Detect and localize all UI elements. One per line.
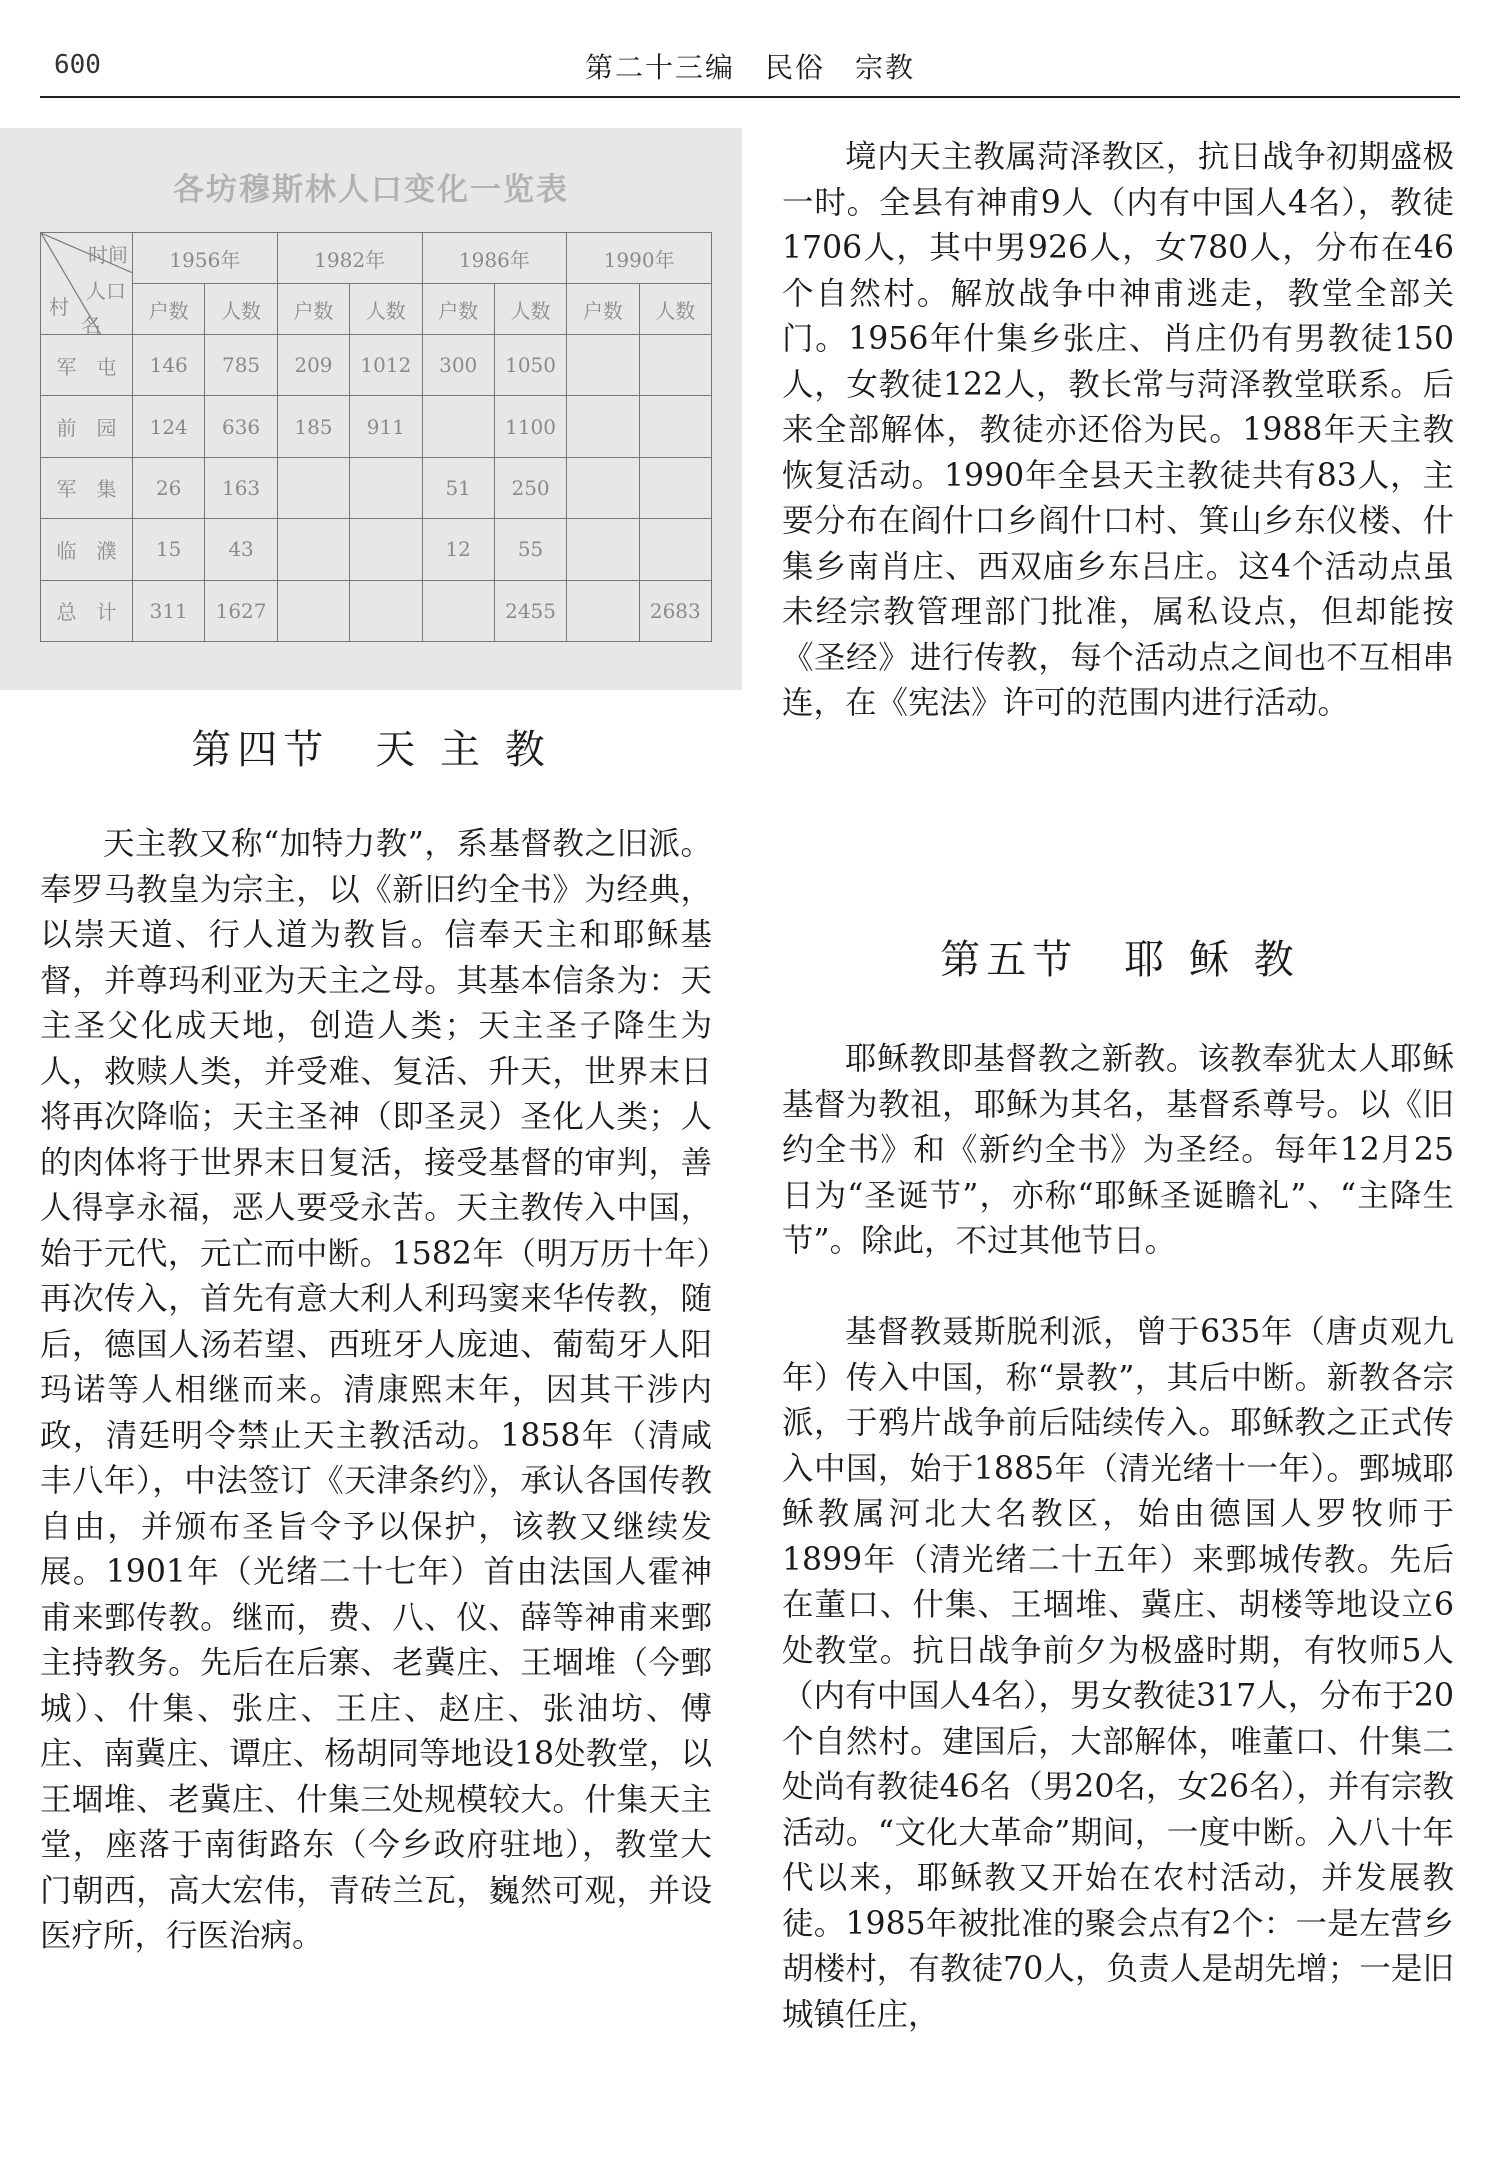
table-cell: [567, 580, 639, 641]
year-header: 1990年: [567, 233, 712, 284]
table-cell: 43: [205, 519, 277, 580]
column-header: 户数: [422, 284, 494, 335]
table-cell: [567, 457, 639, 518]
table-cell: [639, 457, 711, 518]
table-cell: 209: [277, 335, 349, 396]
row-label: 总 计: [41, 580, 133, 641]
table-cell: 911: [350, 396, 422, 457]
population-table: [40, 232, 712, 642]
table-cell: 300: [422, 335, 494, 396]
column-header: 户数: [567, 284, 639, 335]
row-label: 前 园: [41, 396, 133, 457]
table-cell: 1100: [494, 396, 566, 457]
table-row: [41, 457, 712, 518]
table-cell: [422, 396, 494, 457]
table-cell: 26: [133, 457, 205, 518]
table-cell: 55: [494, 519, 566, 580]
section-4-continuation: 境内天主教属菏泽教区，抗日战争初期盛极一时。全县有神甫9人（内有中国人4名），教徒1706人，其中男926人，女780人，分布在46个自然村。解放战争中神甫逃走，教堂全部关门。1956年什集乡张庄、肖庄仍有男教徒150人，女教徒122人，教长常与菏泽教堂联系。后来全部解体，教徒亦还俗为民。1988年天主教恢复活动。1990年全县天主教徒共有83人，主要分布在阎什口乡阎什口村、箕山乡东仪楼、什集乡南肖庄、西双庙乡东吕庄。这4个活动点虽未经宗教管理部门批准，属私设点，但却能按《圣经》进行传教，每个活动点之间也不互相串连，在《宪法》许可的范围内进行活动。: [782, 139, 1454, 721]
table-cell: 785: [205, 335, 277, 396]
table-cell: 12: [422, 519, 494, 580]
table-cell: [350, 519, 422, 580]
table-cell: [350, 457, 422, 518]
table-cell: 2683: [639, 580, 711, 641]
table-cell: [422, 580, 494, 641]
column-header: 户数: [133, 284, 205, 335]
year-header: 1986年: [422, 233, 567, 284]
column-header: 人数: [494, 284, 566, 335]
table-row: [41, 519, 712, 580]
table-row: [41, 396, 712, 457]
table-cell: [567, 396, 639, 457]
table-title: 各坊穆斯林人口变化一览表: [173, 172, 569, 208]
page-header: [40, 38, 1460, 98]
section-4-paragraph: 天主教又称“加特力教”，系基督教之旧派。奉罗马教皇为宗主，以《新旧约全书》为经典，以崇天道、行人道为教旨。信奉天主和耶稣基督，并尊玛利亚为天主之母。其基本信条为：天主圣父化成天地，创造人类；天主圣子降生为人，救赎人类，并受难、复活、升天，世界末日将再次降临；天主圣神（即圣灵）圣化人类；人的肉体将于世界末日复活，接受基督的审判，善人得享永福，恶人要受永苦。天主教传入中国，始于元代，元亡而中断。1582年（明万历十年）再次传入，首先有意大利人利玛窦来华传教，随后，德国人汤若望、西班牙人庞迪、葡萄牙人阳玛诺等人相继而来。清康熙末年，因其干涉内政，清廷明令禁止天主教活动。1858年（清咸丰八年），中法签订《天津条约》，承认各国传教自由，并颁布圣旨令予以保护，该教又继续发展。1901年（光绪二十七年）首由法国人霍神甫来鄄传教。继而，费、八、仪、薛等神甫来鄄主持教务。先后在后寨、老冀庄、王堌堆（今鄄城）、什集、张庄、王庄、赵庄、张油坊、傅庄、南冀庄、谭庄、杨胡同等地设18处教堂，以王堌堆、老冀庄、什集三处规模较大。什集天主堂，座落于南街路东（今乡政府驻地），教堂大门朝西，高大宏伟，青砖兰瓦，巍然可观，并设医疗所，行医治病。: [40, 826, 712, 1954]
population-table-panel: [0, 128, 742, 690]
corner-label-time: 时间: [88, 243, 128, 267]
corner-label-name: 名: [81, 313, 101, 337]
table-cell: [277, 580, 349, 641]
table-total-row: [41, 580, 712, 641]
table-cell: 185: [277, 396, 349, 457]
section-5-paragraph-1: 耶稣教即基督教之新教。该教奉犹太人耶稣基督为教祖，耶稣为其名，基督系尊号。以《旧约全书》和《新约全书》为圣经。每年12月25日为“圣诞节”，亦称“耶稣圣诞瞻礼”、“主降生节”。除此，不过其他节日。: [782, 1041, 1454, 1259]
column-header: 户数: [277, 284, 349, 335]
column-header: 人数: [205, 284, 277, 335]
column-header: 人数: [639, 284, 711, 335]
year-header: 1956年: [133, 233, 278, 284]
column-header: 人数: [350, 284, 422, 335]
table-cell: 1012: [350, 335, 422, 396]
table-cell: 2455: [494, 580, 566, 641]
table-cell: [639, 335, 711, 396]
table-cell: 163: [205, 457, 277, 518]
table-cell: [350, 580, 422, 641]
table-cell: 636: [205, 396, 277, 457]
table-cell: 1627: [205, 580, 277, 641]
table-row: [41, 335, 712, 396]
table-cell: 124: [133, 396, 205, 457]
section-5-paragraph-2: 基督教聂斯脱利派，曾于635年（唐贞观九年）传入中国，称“景教”，其后中断。新教各宗派，于鸦片战争前后陆续传入。耶稣教之正式传入中国，始于1885年（清光绪十一年）。鄄城耶稣教属河北大名教区，始由德国人罗牧师于1899年（清光绪二十五年）来鄄城传教。先后在董口、什集、王堌堆、冀庄、胡楼等地设立6处教堂。抗日战争前夕为极盛时期，有牧师5人（内有中国人4名），男女教徒317人，分布于20个自然村。建国后，大部解体，唯董口、什集二处尚有教徒46名（男20名，女26名），并有宗教活动。“文化大革命”期间，一度中断。入八十年代以来，耶稣教又开始在农村活动，并发展教徒。1985年被批准的聚会点有2个：一是左营乡胡楼村，有教徒70人，负责人是胡先增；一是旧城镇任庄，: [782, 1314, 1454, 2033]
running-title: 第二十三编 民俗 宗教: [584, 51, 915, 84]
table-cell: [567, 335, 639, 396]
table-cell: [639, 519, 711, 580]
table-cell: 146: [133, 335, 205, 396]
table-cell: 1050: [494, 335, 566, 396]
corner-label-village: 村: [49, 295, 69, 319]
table-cell: 15: [133, 519, 205, 580]
row-label: 军 屯: [41, 335, 133, 396]
table-cell: [277, 457, 349, 518]
corner-label-population: 人口: [86, 279, 126, 303]
section-4-title: 第四节 天 主 教: [191, 727, 551, 773]
table-cell: 311: [133, 580, 205, 641]
year-header: 1982年: [277, 233, 422, 284]
table-cell: [277, 519, 349, 580]
table-corner-cell: [41, 233, 133, 335]
table-cell: [639, 396, 711, 457]
section-5-title: 第五节 耶 稣 教: [940, 937, 1300, 983]
table-cell: 250: [494, 457, 566, 518]
table-cell: 51: [422, 457, 494, 518]
row-label: 军 集: [41, 457, 133, 518]
page-number: 600: [54, 50, 101, 80]
table-cell: [567, 519, 639, 580]
row-label: 临 濮: [41, 519, 133, 580]
